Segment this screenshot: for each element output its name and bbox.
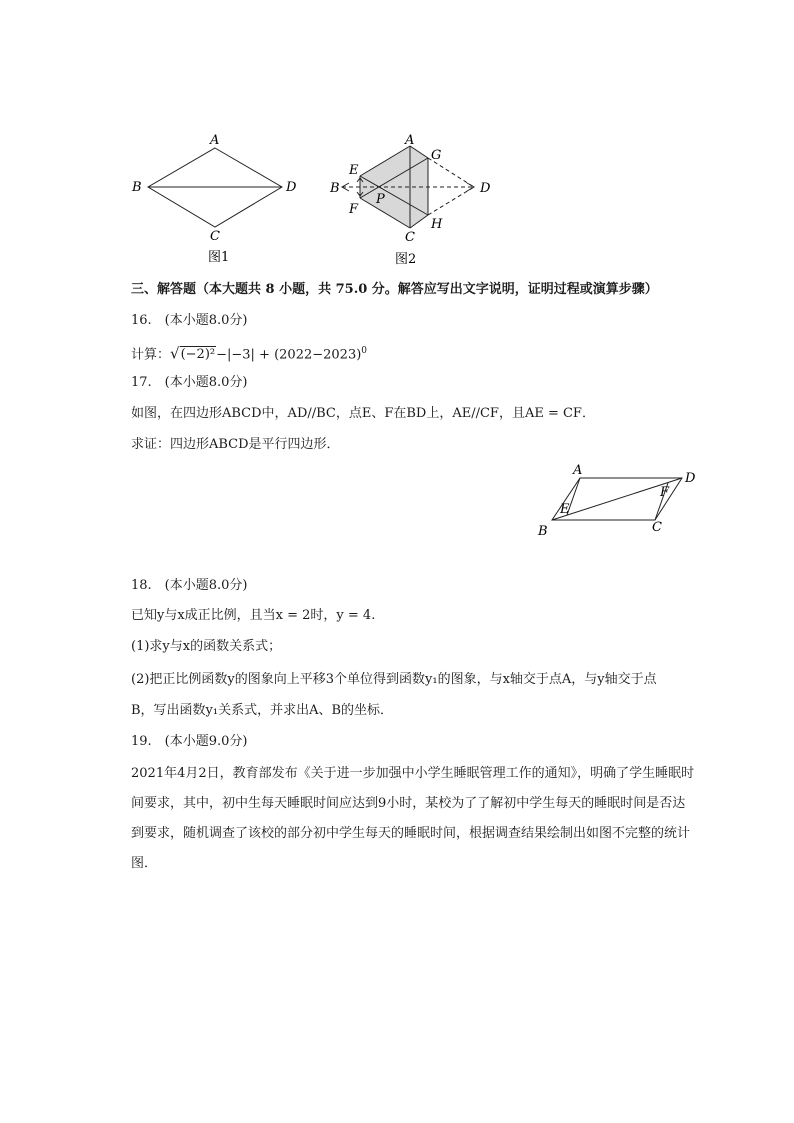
fig3-label-b: B	[538, 524, 548, 538]
fig2-label-c: C	[405, 230, 415, 245]
q17-title: 17. (本小题8.0分)	[131, 375, 248, 390]
q18-line-1: 已知y与x成正比例，且当x = 2时，y = 4.	[131, 608, 376, 623]
figure-2	[329, 133, 491, 267]
fig1-label-d: D	[286, 180, 297, 195]
parallelogram-figure	[530, 458, 700, 538]
q18-line-4: B，写出函数y₁关系式，并求出A、B的坐标．	[131, 703, 394, 718]
fig2-label-b: B	[330, 181, 340, 196]
fig2-label-g: G	[431, 148, 442, 163]
geometry-figures	[120, 130, 520, 270]
fig3-label-c: C	[652, 520, 662, 535]
fig2-caption: 图2	[395, 252, 417, 267]
q17-line-1: 如图，在四边形ABCD中，AD//BC，点E、F在BD上，AE//CF，且AE = CF．	[131, 406, 595, 421]
fig2-label-d: D	[480, 181, 491, 196]
fig2-label-f: F	[349, 202, 359, 217]
fig3-label-e: E	[560, 502, 570, 517]
fig2-label-e: E	[349, 163, 359, 178]
section-3-header: 三、解答题（本大题共 8 小题，共 75.0 分。解答应写出文字说明，证明过程或演算步骤）	[131, 282, 658, 297]
fig2-label-a: A	[405, 133, 415, 148]
fig3-label-f: F	[660, 485, 670, 500]
q19-title: 19. (本小题9.0分)	[131, 734, 248, 749]
fig1-caption: 图1	[208, 250, 230, 265]
q18-title: 18. (本小题8.0分)	[131, 578, 248, 593]
fig2-label-p: P	[376, 192, 385, 207]
fig1-label-b: B	[132, 180, 142, 195]
fig1-label-a: A	[210, 133, 220, 148]
q18-line-2: (1)求y与x的函数关系式；	[131, 639, 282, 654]
rhombus-figures-svg	[120, 130, 520, 270]
figure-1	[131, 133, 297, 265]
fig1-label-c: C	[210, 229, 220, 244]
fig3-label-a: A	[573, 463, 583, 478]
fig2-label-h: H	[431, 217, 443, 232]
fig3-label-d: D	[685, 471, 696, 486]
q19-text: 2021年4月2日，教育部发布《关于进一步加强中小学生睡眠管理工作的通知》，明确了学生睡眠时间要求，其中，初中生每天睡眠时间应达到9小时，某校为了了解初中学生每天的睡眠时间是否达到要求，随机调查了该校的部分初中学生每天的睡眠时间，根据调查结果绘制出如图不完整的统计图．	[131, 766, 695, 871]
q17-line-2: 求证：四边形ABCD是平行四边形．	[131, 437, 340, 452]
q16-title: 16. (本小题8.0分)	[131, 313, 248, 328]
q16-rest: −|−3| + (2022−2023)	[216, 347, 362, 363]
q16-radicand: (−2)²	[180, 347, 216, 363]
q18-line-3: (2)把正比例函数y的图象向上平移3个单位得到函数y₁的图象，与x轴交于点A，与y轴交于点	[131, 672, 657, 687]
sqrt-icon: √	[170, 344, 180, 363]
parallelogram-svg	[530, 458, 700, 538]
q16-exponent: 0	[361, 346, 368, 356]
q16-expression	[131, 342, 711, 364]
q16-prefix: 计算：	[131, 347, 171, 363]
